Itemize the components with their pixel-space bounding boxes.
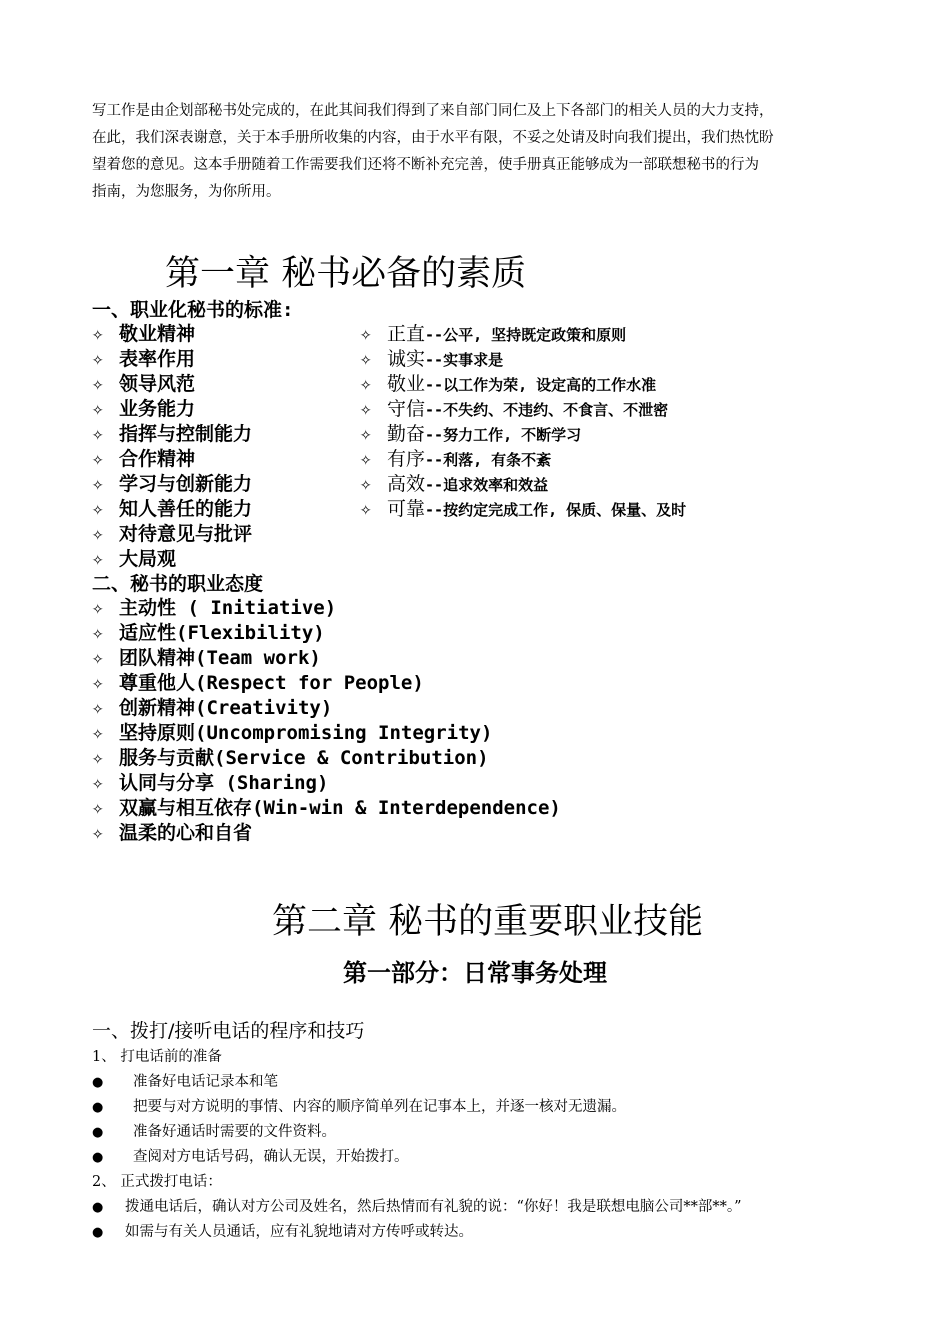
item-label: 表率作用 [119, 348, 196, 370]
diamond-star-icon: ✧ [360, 498, 372, 520]
standards-list-right [360, 322, 686, 522]
item-label: 学习与创新能力 [119, 473, 253, 495]
chapter-1-title: 第一章 秘书必备的素质 [165, 254, 527, 294]
item-term: 守信 [387, 398, 426, 420]
list-item [92, 771, 561, 796]
item-label: 温柔的心和自省 [119, 822, 253, 844]
item-description: --实事求是 [425, 351, 504, 369]
list-item [92, 1145, 626, 1170]
bullet-dot-icon: ● [92, 1225, 104, 1240]
list-item [360, 322, 686, 347]
list-item [92, 1120, 626, 1145]
item-label: 团队精神(Team work) [119, 647, 321, 669]
item-label: 准备好通话时需要的文件资料。 [133, 1124, 336, 1140]
item-term: 高效 [387, 473, 426, 495]
diamond-star-icon: ✧ [92, 772, 104, 794]
list-item [360, 397, 686, 422]
item-label: 敬业精神 [119, 323, 196, 345]
diamond-star-icon: ✧ [92, 498, 104, 520]
subheading-before-call: 1、 打电话前的准备 [92, 1049, 222, 1065]
diamond-star-icon: ✧ [92, 647, 104, 669]
item-label: 查阅对方电话号码，确认无误，开始拨打。 [133, 1149, 409, 1165]
bullet-dot-icon: ● [92, 1150, 104, 1165]
diamond-star-icon: ✧ [360, 373, 372, 395]
list-item [92, 696, 561, 721]
item-description: --追求效率和效益 [425, 476, 549, 494]
intro-line: 指南，为您服务，为你所用。 [92, 184, 281, 200]
diamond-star-icon: ✧ [360, 398, 372, 420]
subheading-making-call: 2、 正式拨打电话： [92, 1174, 222, 1190]
item-label: 创新精神(Creativity) [119, 697, 333, 719]
item-label: 如需与有关人员通话，应有礼貌地请对方传呼或转达。 [125, 1224, 473, 1240]
list-item [92, 646, 561, 671]
section-heading-attitude: 二、秘书的职业态度 [92, 573, 264, 595]
list-item [92, 1070, 626, 1095]
diamond-star-icon: ✧ [92, 722, 104, 744]
item-term: 正直 [387, 323, 426, 345]
item-label: 坚持原则(Uncompromising Integrity) [119, 722, 493, 744]
item-description: --以工作为荣, 设定高的工作水准 [425, 376, 657, 394]
diamond-star-icon: ✧ [92, 373, 104, 395]
item-label: 认同与分享 (Sharing) [119, 772, 329, 794]
item-term: 诚实 [387, 348, 426, 370]
diamond-star-icon: ✧ [360, 448, 372, 470]
item-description: --利落, 有条不紊 [425, 451, 552, 469]
item-label: 合作精神 [119, 448, 196, 470]
diamond-star-icon: ✧ [92, 473, 104, 495]
list-item [92, 422, 252, 447]
intro-line: 在此，我们深表谢意，关于本手册所收集的内容，由于水平有限，不妥之处请及时向我们提出，我们热忱盼 [92, 130, 774, 146]
list-item [92, 621, 561, 646]
item-label: 大局观 [119, 548, 177, 570]
list-item [92, 547, 252, 572]
list-item [360, 497, 686, 522]
item-label: 服务与贡献(Service & Contribution) [119, 747, 489, 769]
list-item [360, 372, 686, 397]
item-description: --公平, 坚持既定政策和原则 [425, 326, 627, 344]
list-item [92, 746, 561, 771]
standards-list-left [92, 322, 252, 572]
chapter-2-title: 第二章 秘书的重要职业技能 [272, 902, 704, 942]
diamond-star-icon: ✧ [92, 323, 104, 345]
diamond-star-icon: ✧ [92, 672, 104, 694]
item-term: 可靠 [387, 498, 426, 520]
list-item [92, 721, 561, 746]
list-item [360, 447, 686, 472]
list-item [92, 821, 561, 846]
diamond-star-icon: ✧ [92, 822, 104, 844]
dialing-list [92, 1195, 742, 1245]
item-label: 知人善任的能力 [119, 498, 253, 520]
diamond-star-icon: ✧ [92, 697, 104, 719]
list-item [92, 596, 561, 621]
bullet-dot-icon: ● [92, 1125, 104, 1140]
list-item [92, 472, 252, 497]
list-item [92, 347, 252, 372]
list-item [92, 1220, 742, 1245]
diamond-star-icon: ✧ [92, 348, 104, 370]
bullet-dot-icon: ● [92, 1200, 104, 1215]
item-term: 有序 [387, 448, 426, 470]
diamond-star-icon: ✧ [92, 548, 104, 570]
diamond-star-icon: ✧ [92, 622, 104, 644]
item-label: 主动性 ( Initiative) [119, 597, 337, 619]
diamond-star-icon: ✧ [92, 797, 104, 819]
item-label: 指挥与控制能力 [119, 423, 253, 445]
item-description: --按约定完成工作, 保质、保量、及时 [425, 501, 687, 519]
intro-line: 写工作是由企划部秘书处完成的，在此其间我们得到了来自部门同仁及上下各部门的相关人员的大力支持， [92, 103, 774, 119]
diamond-star-icon: ✧ [92, 523, 104, 545]
item-term: 敬业 [387, 373, 426, 395]
item-label: 对待意见与批评 [119, 523, 253, 545]
list-item [92, 497, 252, 522]
diamond-star-icon: ✧ [92, 398, 104, 420]
item-term: 勤奋 [387, 423, 426, 445]
list-item [360, 472, 686, 497]
item-label: 把要与对方说明的事情、内容的顺序简单列在记事本上，并逐一核对无遗漏。 [133, 1099, 626, 1115]
item-label: 双赢与相互依存(Win-win & Interdependence) [119, 797, 561, 819]
item-label: 准备好电话记录本和笔 [133, 1074, 278, 1090]
diamond-star-icon: ✧ [92, 423, 104, 445]
item-label: 业务能力 [119, 398, 196, 420]
list-item [92, 1195, 742, 1220]
diamond-star-icon: ✧ [360, 473, 372, 495]
diamond-star-icon: ✧ [360, 348, 372, 370]
item-label: 适应性(Flexibility) [119, 622, 325, 644]
list-item [92, 1095, 626, 1120]
preparation-list [92, 1070, 626, 1170]
list-item [92, 397, 252, 422]
section-heading-standards: 一、职业化秘书的标准: [92, 299, 294, 321]
list-item [92, 522, 252, 547]
list-item [92, 372, 252, 397]
list-item [92, 447, 252, 472]
intro-paragraph [92, 98, 874, 206]
item-label: 领导风范 [119, 373, 196, 395]
diamond-star-icon: ✧ [92, 747, 104, 769]
list-item [360, 422, 686, 447]
diamond-star-icon: ✧ [92, 448, 104, 470]
intro-line: 望着您的意见。这本手册随着工作需要我们还将不断补充完善，使手册真正能够成为一部联想秘书的行为 [92, 157, 759, 173]
list-item [92, 671, 561, 696]
list-item [92, 796, 561, 821]
item-label: 尊重他人(Respect for People) [119, 672, 424, 694]
list-item [92, 322, 252, 347]
phone-procedure-heading: 一、拨打/接听电话的程序和技巧 [92, 1020, 365, 1042]
item-description: --不失约、不违约、不食言、不泄密 [425, 401, 669, 419]
bullet-dot-icon: ● [92, 1075, 104, 1090]
item-description: --努力工作, 不断学习 [425, 426, 582, 444]
attitude-list [92, 596, 561, 846]
diamond-star-icon: ✧ [360, 423, 372, 445]
part-1-title: 第一部分：日常事务处理 [343, 959, 607, 987]
diamond-star-icon: ✧ [92, 597, 104, 619]
bullet-dot-icon: ● [92, 1100, 104, 1115]
diamond-star-icon: ✧ [360, 323, 372, 345]
list-item [360, 347, 686, 372]
item-label: 拨通电话后，确认对方公司及姓名，然后热情而有礼貌的说：“你好！我是联想电脑公司**部**。” [125, 1199, 742, 1215]
